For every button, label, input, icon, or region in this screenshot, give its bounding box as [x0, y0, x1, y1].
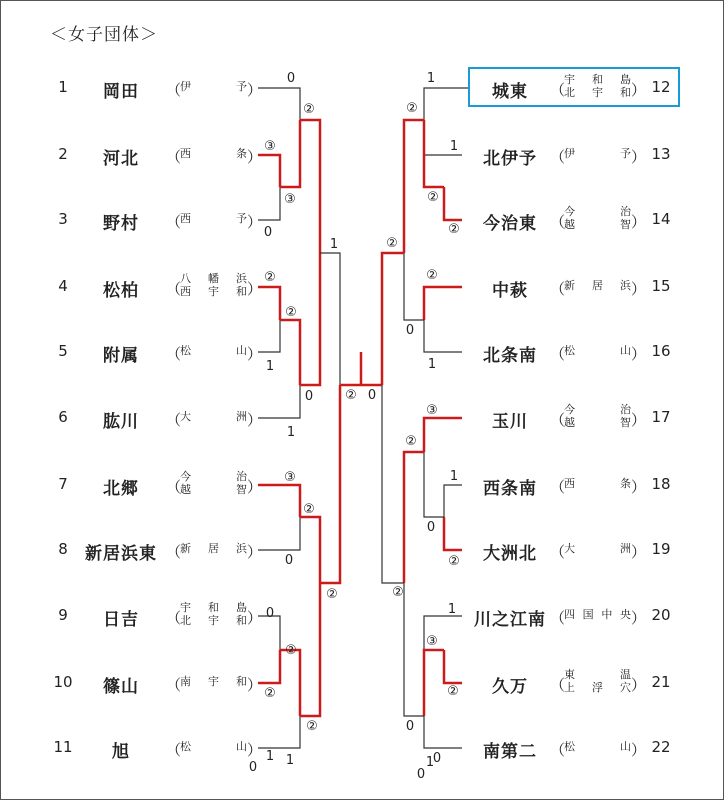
bracket-line — [424, 88, 468, 120]
region-line: 松 山 — [564, 344, 632, 357]
paren-close: ） — [630, 478, 646, 496]
match-score: ③ — [264, 139, 276, 154]
match-score: 1 — [265, 749, 275, 764]
team-number: 17 — [651, 408, 671, 426]
paren-open: （ — [166, 478, 182, 496]
paren-open: （ — [550, 478, 566, 496]
region-line: 宇和島 — [564, 73, 632, 86]
region-line: 今 治 — [180, 470, 248, 483]
paren-close: ） — [246, 676, 262, 694]
match-score: 1 — [329, 237, 339, 252]
winner-line — [280, 320, 300, 385]
winner-line — [382, 253, 404, 385]
match-score: 1 — [449, 469, 459, 484]
match-score: 1 — [265, 359, 275, 374]
bracket-line — [424, 155, 462, 187]
winner-line — [300, 583, 320, 716]
winner-line — [424, 418, 462, 452]
team-number: 4 — [58, 277, 68, 295]
paren-close: ） — [246, 411, 262, 429]
winner-line — [258, 287, 280, 320]
paren-open: （ — [166, 81, 182, 99]
bracket-line — [258, 716, 300, 748]
region-line: 上浮穴 — [564, 681, 632, 694]
region-line: 北宇和 — [180, 614, 248, 627]
match-score: ③ — [284, 192, 296, 207]
paren-close: ） — [246, 478, 262, 496]
team-number: 15 — [651, 277, 671, 295]
team-name: 篠山 — [103, 677, 139, 697]
paren-close: ） — [630, 543, 646, 561]
team-name: 城東 — [492, 82, 528, 102]
match-score: 0 — [284, 553, 294, 568]
bracket-line — [424, 452, 444, 517]
team-name: 旭 — [112, 742, 130, 762]
team-number: 22 — [651, 738, 671, 756]
match-score: ② — [447, 684, 459, 699]
region-line: 伊 予 — [180, 80, 248, 93]
team-number: 12 — [651, 78, 671, 96]
match-score: ② — [427, 190, 439, 205]
winner-line — [258, 650, 280, 683]
match-score: ② — [345, 388, 357, 403]
winner-line — [424, 287, 462, 320]
bracket-line — [320, 253, 340, 385]
match-score: 0 — [405, 719, 415, 734]
match-score: ② — [326, 587, 338, 602]
region-line: 伊 予 — [564, 147, 632, 160]
team-name: 久万 — [492, 677, 528, 697]
paren-open: （ — [166, 280, 182, 298]
paren-open: （ — [166, 676, 182, 694]
winner-line — [258, 155, 280, 187]
paren-close: ） — [630, 81, 646, 99]
bracket-line — [444, 485, 462, 517]
team-number: 9 — [58, 606, 68, 624]
team-number: 3 — [58, 210, 68, 228]
team-name: 南第二 — [483, 742, 537, 762]
winner-line — [444, 187, 462, 220]
winner-line — [300, 517, 320, 583]
match-score: ② — [392, 585, 404, 600]
team-name: 北伊予 — [483, 149, 537, 169]
winner-line — [300, 120, 320, 253]
region-line: 松 山 — [180, 344, 248, 357]
paren-open: （ — [550, 280, 566, 298]
winner-line — [280, 120, 300, 187]
bracket-line — [424, 320, 462, 352]
paren-open: （ — [166, 741, 182, 759]
winner-line — [258, 485, 300, 517]
team-name: 大洲北 — [483, 544, 537, 564]
team-name: 肱川 — [103, 412, 139, 432]
region-line: 西 予 — [180, 212, 248, 225]
match-score: 0 — [426, 520, 436, 535]
team-name: 今治東 — [483, 214, 537, 234]
team-name: 中萩 — [492, 281, 528, 301]
team-number: 2 — [58, 145, 68, 163]
bracket-line — [424, 716, 462, 748]
paren-close: ） — [246, 148, 262, 166]
paren-close: ） — [630, 676, 646, 694]
winner-line — [300, 253, 320, 385]
region-line: 西 条 — [180, 147, 248, 160]
paren-close: ） — [630, 148, 646, 166]
region-line: 西 条 — [564, 477, 632, 490]
region-line: 八幡浜 — [180, 272, 248, 285]
match-score: ② — [448, 222, 460, 237]
bracket-line — [258, 320, 280, 352]
region-line: 松 山 — [180, 740, 248, 753]
match-score: 0 — [416, 767, 426, 782]
bracket-line — [258, 385, 300, 418]
team-name: 日吉 — [103, 610, 139, 630]
paren-close: ） — [246, 543, 262, 561]
winner-line — [320, 385, 340, 583]
paren-close: ） — [246, 81, 262, 99]
team-name: 玉川 — [492, 412, 528, 432]
paren-open: （ — [166, 609, 182, 627]
paren-open: （ — [550, 81, 566, 99]
match-score: ② — [285, 305, 297, 320]
paren-open: （ — [550, 345, 566, 363]
match-score: ② — [386, 236, 398, 251]
match-score: 0 — [432, 751, 442, 766]
winner-line — [444, 517, 462, 550]
team-name: 附属 — [103, 346, 139, 366]
region-line: 今 治 — [564, 403, 632, 416]
paren-close: ） — [630, 411, 646, 429]
team-number: 13 — [651, 145, 671, 163]
bracket-line — [258, 616, 280, 650]
team-name: 松柏 — [103, 281, 139, 301]
team-number: 5 — [58, 342, 68, 360]
bracket-line — [258, 187, 280, 220]
team-name: 川之江南 — [474, 610, 546, 630]
winner-line — [280, 650, 300, 716]
match-score: ② — [303, 102, 315, 117]
match-score: 0 — [248, 760, 258, 775]
paren-open: （ — [550, 148, 566, 166]
winner-line — [404, 452, 424, 583]
team-name: 野村 — [103, 214, 139, 234]
region-line: 大 洲 — [564, 542, 632, 555]
team-name: 河北 — [103, 149, 139, 169]
region-line: 東温 — [564, 668, 632, 681]
match-score: ② — [303, 502, 315, 517]
region-line: 新居浜 — [564, 279, 632, 292]
team-number: 18 — [651, 475, 671, 493]
paren-close: ） — [630, 345, 646, 363]
paren-open: （ — [166, 411, 182, 429]
paren-open: （ — [166, 345, 182, 363]
paren-open: （ — [550, 411, 566, 429]
match-score: ② — [448, 554, 460, 569]
match-score: 0 — [367, 388, 377, 403]
winner-line — [424, 650, 444, 716]
match-score: ② — [405, 434, 417, 449]
paren-open: （ — [166, 213, 182, 231]
paren-close: ） — [630, 213, 646, 231]
match-score: ③ — [284, 470, 296, 485]
match-score: 0 — [405, 323, 415, 338]
team-number: 6 — [58, 408, 68, 426]
team-name: 岡田 — [103, 82, 139, 102]
paren-open: （ — [166, 148, 182, 166]
bracket-line — [258, 88, 300, 120]
team-number: 7 — [58, 475, 68, 493]
match-score: 1 — [447, 602, 457, 617]
match-score: 1 — [426, 71, 436, 86]
region-line: 越 智 — [180, 483, 248, 496]
team-number: 11 — [53, 738, 73, 756]
page-title: ＜女子団体＞ — [50, 25, 158, 45]
team-number: 19 — [651, 540, 671, 558]
match-score: ② — [306, 719, 318, 734]
paren-close: ） — [246, 741, 262, 759]
region-line: 越 智 — [564, 416, 632, 429]
paren-close: ） — [246, 280, 262, 298]
team-number: 14 — [651, 210, 671, 228]
paren-close: ） — [630, 609, 646, 627]
paren-close: ） — [246, 213, 262, 231]
team-number: 10 — [53, 673, 73, 691]
winner-line — [404, 120, 424, 253]
match-score: ② — [285, 643, 297, 658]
region-line: 松 山 — [564, 740, 632, 753]
bracket-line — [404, 253, 424, 320]
team-number: 21 — [651, 673, 671, 691]
paren-open: （ — [550, 609, 566, 627]
match-score: ② — [264, 686, 276, 701]
match-score: ② — [264, 270, 276, 285]
region-line: 越 智 — [564, 218, 632, 231]
match-score: 1 — [286, 425, 296, 440]
region-line: 大 洲 — [180, 410, 248, 423]
match-score: 1 — [425, 755, 435, 770]
team-name: 北郷 — [103, 479, 139, 499]
team-number: 16 — [651, 342, 671, 360]
match-score: 0 — [263, 225, 273, 240]
match-score: 1 — [449, 139, 459, 154]
match-score: 1 — [285, 753, 295, 768]
match-score: 1 — [427, 357, 437, 372]
bracket-line — [382, 385, 404, 583]
match-score: 0 — [286, 71, 296, 86]
bracket-line — [404, 583, 424, 716]
paren-open: （ — [550, 213, 566, 231]
team-name: 北条南 — [483, 346, 537, 366]
team-name: 西条南 — [483, 479, 537, 499]
paren-open: （ — [550, 676, 566, 694]
team-name: 新居浜東 — [85, 544, 157, 564]
match-score: ② — [426, 268, 438, 283]
paren-close: ） — [246, 345, 262, 363]
paren-close: ） — [246, 609, 262, 627]
team-number: 1 — [58, 78, 68, 96]
bracket-line — [258, 517, 300, 550]
region-line: 北宇和 — [564, 86, 632, 99]
match-score: ③ — [426, 403, 438, 418]
match-score: ③ — [426, 634, 438, 649]
match-score: 0 — [304, 389, 314, 404]
match-score: 0 — [265, 606, 275, 621]
winner-line — [444, 650, 462, 683]
winner-line — [424, 120, 444, 187]
paren-close: ） — [630, 280, 646, 298]
match-score: ② — [406, 101, 418, 116]
region-line: 南宇和 — [180, 675, 248, 688]
paren-close: ） — [630, 741, 646, 759]
paren-open: （ — [550, 543, 566, 561]
team-number: 8 — [58, 540, 68, 558]
region-line: 西宇和 — [180, 285, 248, 298]
paren-open: （ — [550, 741, 566, 759]
region-line: 新居浜 — [180, 542, 248, 555]
region-line: 四国中央 — [564, 608, 632, 621]
region-line: 今 治 — [564, 205, 632, 218]
region-line: 宇和島 — [180, 601, 248, 614]
team-number: 20 — [651, 606, 671, 624]
paren-open: （ — [166, 543, 182, 561]
